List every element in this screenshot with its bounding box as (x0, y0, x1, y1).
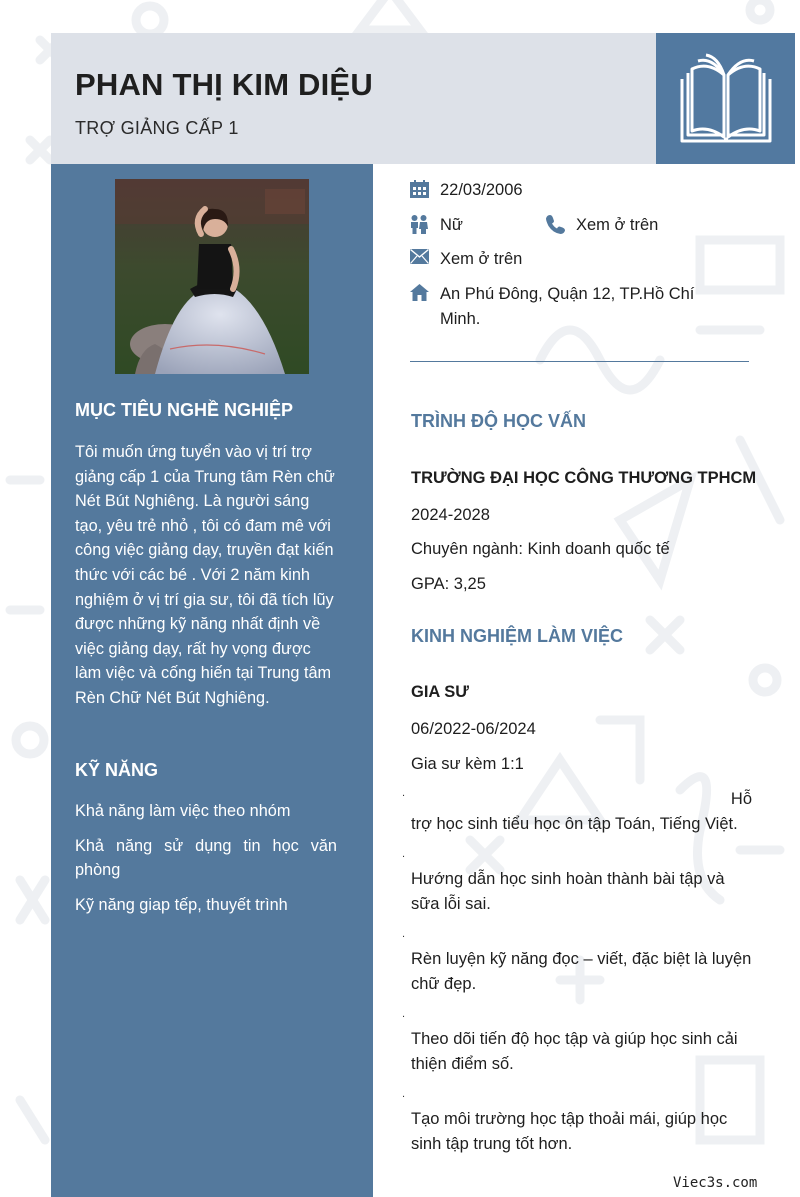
duty-item (402, 1008, 756, 1077)
calendar-icon (410, 180, 429, 198)
education-major: Chuyên ngành: Kinh doanh quốc tế (411, 540, 670, 558)
site-watermark: Viec3s.com (673, 1175, 758, 1191)
objective-text: Tôi muốn ứng tuyển vào vị trí trợ giảng cấp 1 của Trung tâm Rèn chữ Nét Bút Nghiêng. Là người sáng tạo, yêu trẻ nhỏ , tôi có đam mê với công việc giảng dạy, truyền đạt kiến thức với các bé . Với 2 năm kinh nghiệm ở vị trí gia sư, tôi đã tích lũy được những kỹ năng nhất định về việc giảng dạy, rất hy vọng được làm việc và cống hiến tại Trung tâm Rèn Chữ Nét Bút Nghiêng. (75, 443, 335, 707)
bullet-marker: . (402, 1008, 406, 1020)
duty-item (402, 848, 756, 917)
header-icon-box (656, 33, 795, 164)
objective-heading: MỤC TIÊU NGHỀ NGHIỆP (75, 400, 294, 420)
address-line-1: An Phú Đông, Quận 12, TP.Hồ Chí (440, 285, 695, 303)
duty-text: Hướng dẫn học sinh hoàn thành bài tập và sữa lỗi sai. (411, 870, 725, 913)
skills-heading: KỸ NĂNG (75, 760, 159, 780)
job-period: 06/2022-06/2024 (411, 720, 536, 738)
gender-text: Nữ (440, 216, 463, 234)
experience-heading: KINH NGHIỆM LÀM VIỆC (411, 626, 624, 646)
duty-first-word: Hỗ (730, 790, 752, 808)
duty-text: Rèn luyện kỹ năng đọc – viết, đặc biệt là luyện chữ đẹp. (411, 950, 752, 993)
job-type: Gia sư kèm 1:1 (411, 755, 524, 773)
left-sidebar (51, 164, 373, 1197)
job-title: TRỢ GIẢNG CẤP 1 (75, 118, 239, 138)
skills-list (75, 799, 337, 927)
home-icon (410, 284, 429, 301)
skill-item: Khả năng sử dụng tin học văn phòng (75, 836, 337, 880)
education-gpa: GPA: 3,25 (411, 575, 486, 593)
section-divider (410, 361, 749, 362)
education-years: 2024-2028 (411, 506, 490, 524)
candidate-name: PHAN THỊ KIM DIỆU (75, 67, 373, 102)
bullet-marker: . (402, 787, 406, 799)
people-icon (410, 215, 428, 234)
school-name: TRƯỜNG ĐẠI HỌC CÔNG THƯƠNG TPHCM (411, 469, 757, 487)
education-heading: TRÌNH ĐỘ HỌC VẤN (411, 411, 586, 431)
duty-text: Theo dõi tiến độ học tập và giúp học sinh cải thiện điểm số. (411, 1030, 738, 1073)
profile-photo (115, 179, 309, 374)
phone-text: Xem ở trên (576, 216, 659, 234)
bullet-marker: . (402, 928, 406, 940)
email-text: Xem ở trên (440, 250, 523, 268)
duty-text: trợ học sinh tiểu học ôn tập Toán, Tiếng Việt. (411, 815, 738, 833)
duty-item (402, 928, 756, 997)
job-role: GIA SƯ (411, 683, 469, 701)
address-line-2: Minh. (440, 310, 481, 328)
main-content (373, 164, 800, 1197)
envelope-icon (410, 249, 429, 264)
duty-item (402, 1088, 756, 1157)
open-book-icon (678, 53, 774, 145)
phone-icon (546, 215, 565, 234)
duty-text: Tạo môi trường học tập thoải mái, giúp học sinh tập trung tốt hơn. (411, 1110, 728, 1153)
birthdate-text: 22/03/2006 (440, 181, 523, 199)
bullet-marker: . (402, 848, 406, 860)
bullet-marker: . (402, 1088, 406, 1100)
duty-item (402, 787, 756, 837)
header-banner (51, 33, 656, 164)
skill-item: Khả năng làm việc theo nhóm (75, 802, 291, 820)
skill-item: Kỹ năng giap tếp, thuyết trình (75, 895, 288, 914)
